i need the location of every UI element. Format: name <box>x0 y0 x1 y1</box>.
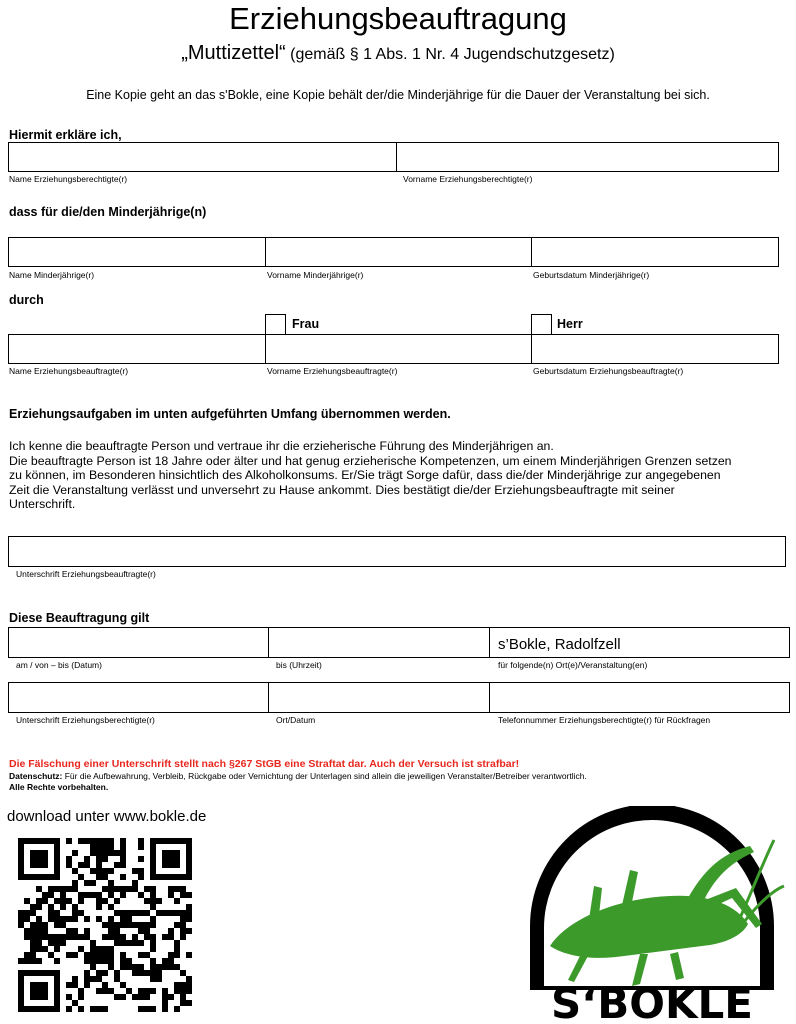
subtitle-law-reference: (gemäß § 1 Abs. 1 Nr. 4 Jugendschutzgesetz) <box>285 46 615 63</box>
download-note: download unter www.bokle.de <box>7 808 207 825</box>
place-date-label: Ort/Datum <box>276 715 316 725</box>
validity-location-value: s’Bokle, Radolfzell <box>498 636 621 653</box>
subtitle-main: „Muttizettel“ <box>181 42 286 64</box>
declaration-heading: Erziehungsaufgaben im unten aufgeführten Umfang übernommen werden. <box>9 407 451 421</box>
privacy-text: Für die Aufbewahrung, Verbleib, Rückgabe oder Vernichtung der Unterlagen sind allein die jeweiligen Veranstalter/Betreiber verantwortlich. <box>62 771 587 781</box>
delegate-signature-label: Unterschrift Erziehungsbeauftragte(r) <box>16 569 156 579</box>
delegate-name-label: Name Erziehungsbeauftragte(r) <box>9 366 129 376</box>
minor-birthdate-field[interactable] <box>531 237 779 267</box>
validity-until-field[interactable] <box>268 627 490 658</box>
qr-code[interactable] <box>18 838 192 1012</box>
herr-checkbox[interactable] <box>531 314 552 335</box>
privacy-note <box>9 771 587 781</box>
minor-heading: dass für die/den Minderjährige(n) <box>9 205 207 219</box>
delegate-signature-field[interactable] <box>8 536 786 567</box>
validity-date-label: am / von – bis (Datum) <box>16 660 102 670</box>
logo-text: S‘BOKLE <box>551 979 753 1022</box>
minor-firstname-field[interactable] <box>265 237 532 267</box>
validity-until-label: bis (Uhrzeit) <box>276 660 322 670</box>
rights-note: Alle Rechte vorbehalten. <box>9 782 109 792</box>
minor-name-field[interactable] <box>8 237 266 267</box>
guardian-firstname-field[interactable] <box>396 142 779 172</box>
delegate-name-field[interactable] <box>8 334 266 364</box>
declaration-line: Ich kenne die beauftragte Person und vertraue ihr die erzieherische Führung des Minderjährigen an. <box>9 439 554 453</box>
declaration-line: Die beauftragte Person ist 18 Jahre oder älter und hat genug erzieherische Kompetenzen, um einem Minderjährigen Grenzen setzen <box>9 453 732 468</box>
frau-label: Frau <box>292 317 320 331</box>
validity-location-label: für folgende(n) Ort(e)/Veranstaltung(en) <box>498 660 648 670</box>
herr-label: Herr <box>557 317 583 331</box>
privacy-label: Datenschutz: <box>9 771 63 781</box>
validity-date-field[interactable] <box>8 627 269 658</box>
copy-note: Eine Kopie geht an das s'Bokle, eine Kopie behält der/die Minderjährige für die Dauer der Veranstaltung bei sich. <box>86 88 710 102</box>
guardian-signature-label: Unterschrift Erziehungsberechtigte(r) <box>16 715 155 725</box>
frau-checkbox[interactable] <box>265 314 286 335</box>
delegate-firstname-label: Vorname Erziehungsbeauftragte(r) <box>267 366 398 376</box>
declaration-text <box>9 439 732 512</box>
forgery-warning: Die Fälschung einer Unterschrift stellt nach §267 StGB eine Straftat dar. Auch der Versuch ist strafbar! <box>9 758 520 770</box>
validity-location-field[interactable] <box>489 627 790 658</box>
guardian-firstname-label: Vorname Erziehungsberechtigte(r) <box>403 174 533 184</box>
guardian-signature-field[interactable] <box>8 682 269 713</box>
minor-birthdate-label: Geburtsdatum Minderjährige(r) <box>533 270 650 280</box>
minor-name-label: Name Minderjährige(r) <box>9 270 95 280</box>
guardian-heading: Hiermit erkläre ich, <box>9 128 122 142</box>
declaration-line: Zeit die Veranstaltung verlässt und unversehrt zu Hause ankommt. Dies bestätigt die/der Erziehungsbeauftragte mit seiner <box>9 482 675 497</box>
delegate-firstname-field[interactable] <box>265 334 532 364</box>
bokle-logo <box>528 806 790 1022</box>
delegate-heading: durch <box>9 293 44 307</box>
declaration-line: zu können, im Besonderen hinsichtlich des Alkoholkonsums. Er/Sie trägt Sorge dafür, dass die/der Minderjährige zur angegebenen <box>9 468 721 482</box>
guardian-name-label: Name Erziehungsberechtigte(r) <box>9 174 128 184</box>
guardian-name-field[interactable] <box>8 142 397 172</box>
phone-field[interactable] <box>489 682 790 713</box>
place-date-field[interactable] <box>268 682 490 713</box>
delegate-birthdate-label: Geburtsdatum Erziehungsbeauftragte(r) <box>533 366 684 376</box>
document-subtitle <box>0 40 796 68</box>
declaration-line: Unterschrift. <box>9 497 76 511</box>
validity-heading: Diese Beauftragung gilt <box>9 611 150 625</box>
delegate-birthdate-field[interactable] <box>531 334 779 364</box>
phone-label: Telefonnummer Erziehungsberechtigte(r) für Rückfragen <box>498 715 711 725</box>
minor-firstname-label: Vorname Minderjährige(r) <box>267 270 364 280</box>
document-title: Erziehungsbeauftragung <box>229 1 567 36</box>
